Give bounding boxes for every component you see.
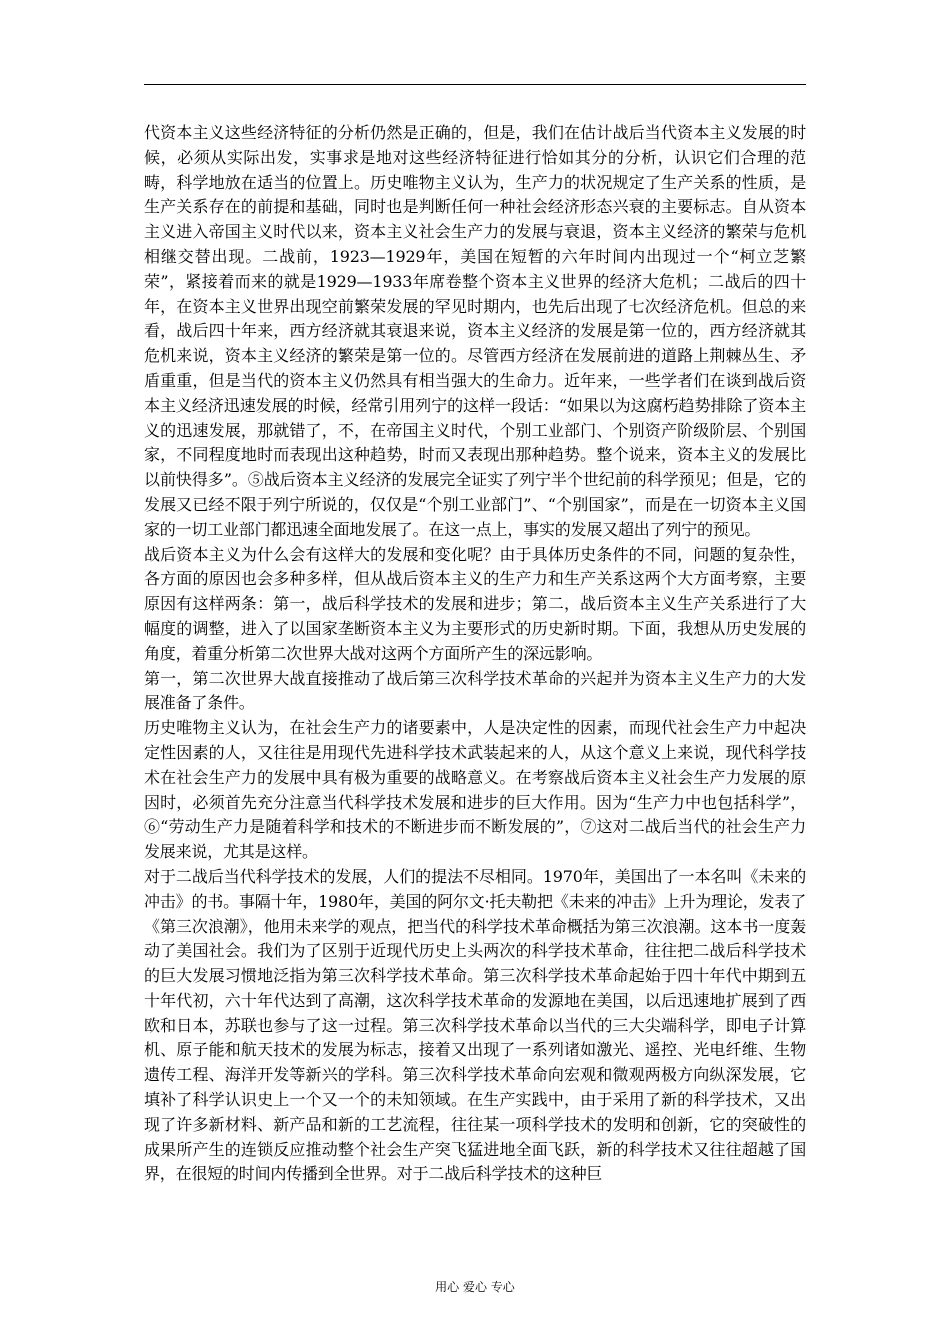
document-body — [144, 121, 806, 1187]
paragraph: 战后资本主义为什么会有这样大的发展和变化呢？由于具体历史条件的不同，问题的复杂性，各方面的原因也会多种多样，但从战后资本主义的生产力和生产关系这两个大方面考察，主要原因有这样两条：第一，战后科学技术的发展和进步；第二，战后资本主义生产关系进行了大幅度的调整，进入了以国家垄断资本主义为主要形式的历史新时期。下面，我想从历史发展的角度，着重分析第二次世界大战对这两个方面所产生的深远影响。 — [144, 544, 806, 663]
paragraph: 第一，第二次世界大战直接推动了战后第三次科学技术革命的兴起并为资本主义生产力的大发展准备了条件。 — [144, 668, 806, 713]
paragraph: 对于二战后当代科学技术的发展，人们的提法不尽相同。1970年，美国出了一本名叫《未来的冲击》的书。事隔十年，1980年，美国的阿尔文·托夫勒把《未来的冲击》上升为理论，发表了《第三次浪潮》，他用未来学的观点，把当代的科学技术革命概括为第三次浪潮。这本书一度轰动了美国社会。我们为了区别于近现代历史上头两次的科学技术革命，往往把二战后科学技术的巨大发展习惯地泛指为第三次科学技术革命。第三次科学技术革命起始于四十年代中期到五十年代初，六十年代达到了高潮，这次科学技术革命的发源地在美国，以后迅速地扩展到了西欧和日本，苏联也参与了这一过程。第三次科学技术革命以当代的三大尖端科学，即电子计算机、原子能和航天技术的发展为标志，接着又出现了一系列诸如激光、遥控、光电纤维、生物遗传工程、海洋开发等新兴的学科。第三次科学技术革命向宏观和微观两极方向纵深发展，它填补了科学认识史上一个又一个的未知领域。在生产实践中，由于采用了新的科学技术，又出现了许多新材料、新产品和新的工艺流程，往往某一项科学技术的发明和创新，它的突破性的成果所产生的连锁反应推动整个社会生产突飞猛进地全面飞跃，新的科学技术又往往超越了国界，在很短的时间内传播到全世界。对于二战后科学技术的这种巨 — [144, 866, 806, 1184]
paragraph: 历史唯物主义认为，在社会生产力的诸要素中，人是决定性的因素，而现代社会生产力中起决定性因素的人，又往往是用现代先进科学技术武装起来的人，从这个意义上来说，现代科学技术在社会生产力的发展中具有极为重要的战略意义。在考察战后资本主义社会生产力发展的原因时，必须首先充分注意当代科学技术发展和进步的巨大作用。因为“生产力中也包括科学”，⑥“劳动生产力是随着科学和技术的不断进步而不断发展的”，⑦这对二战后当代的社会生产力发展来说，尤其是这样。 — [144, 718, 806, 862]
page-footer: 用心 爱心 专心 — [435, 1280, 515, 1294]
header-rule — [144, 84, 806, 85]
paragraph: 代资本主义这些经济特征的分析仍然是正确的，但是，我们在估计战后当代资本主义发展的时候，必须从实际出发，实事求是地对这些经济特征进行恰如其分的分析，认识它们合理的范畴，科学地放在适当的位置上。历史唯物主义认为，生产力的状况规定了生产关系的性质，是生产关系存在的前提和基础，同时也是判断任何一种社会经济形态兴衰的主要标志。自从资本主义进入帝国主义时代以来，资本主义社会生产力的发展与衰退，资本主义经济的繁荣与危机相继交替出现。二战前，1923—1929年，美国在短暂的六年时间内出现过一个“柯立芝繁荣”，紧接着而来的就是1929—1933年席卷整个资本主义世界的经济大危机；二战后的四十年，在资本主义世界出现空前繁荣发展的罕见时期内，也先后出现了七次经济危机。但总的来看，战后四十年来，西方经济就其衰退来说，资本主义经济的发展是第一位的，西方经济就其危机来说，资本主义经济的繁荣是第一位的。尽管西方经济在发展前进的道路上荆棘丛生、矛盾重重，但是当代的资本主义仍然具有相当强大的生命力。近年来，一些学者们在谈到战后资本主义经济迅速发展的时候，经常引用列宁的这样一段话：“如果以为这腐朽趋势排除了资本主义的迅速发展，那就错了，不，在帝国主义时代，个别工业部门、个别资产阶级阶层、个别国家，不同程度地时而表现出这种趋势，时而又表现出那种趋势。整个说来，资本主义的发展比以前快得多”。⑤战后资本主义经济的发展完全证实了列宁半个世纪前的科学预见；但是，它的发展又已经不限于列宁所说的，仅仅是“个别工业部门”、“个别国家”，而是在一切资本主义国家的一切工业部门都迅速全面地发展了。在这一点上，事实的发展又超出了列宁的预见。 — [144, 123, 806, 539]
